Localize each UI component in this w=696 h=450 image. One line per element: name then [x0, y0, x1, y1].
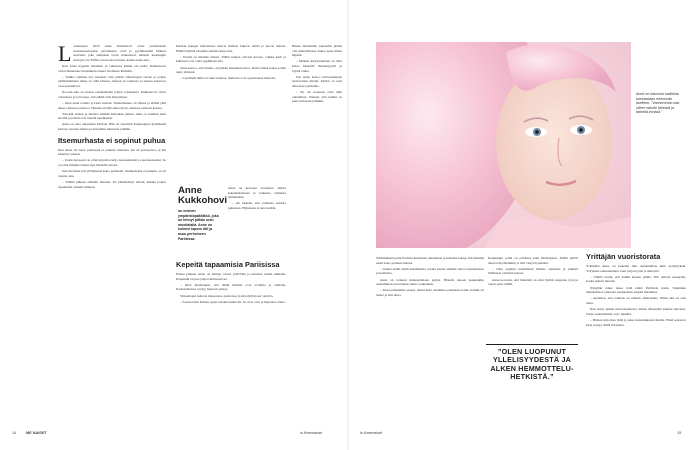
- body-paragraph: Anne on kertonut avoimesti omista kokemuksistaan ja vaikeista vaiheista elämässään.: [228, 186, 286, 200]
- lead-paragraph: L okakuussa 2020 Anne Kukkohovi avasi pariisilaisen kattohuoneistonsa parvekkeen oven ja pyyhkiessään hiukset kuivaksi, joka aamuisen tavan mukaisesti, kurkisti kaupungin kattojen yli. Eiffel-torni kohosi tutusti, kaunis kuin aina.: [58, 41, 166, 66]
- footer-url-right: is.fi/menaiset: [360, 431, 383, 435]
- profile-bio: on entinen ympäristöpäällikkö, joka on tehnyt pitkän uran muotialalla. Anne on kolmen lapsen äiti ja asuu perheineen Pariisissa.: [178, 209, 219, 241]
- body-paragraph: Korona-aika on tuonut ranskalaisille paljon rajoituksia. Kukkohovit olivat odottaneet ja toivoneet, että elämä olisi helpompaa.: [58, 90, 166, 99]
- body-paragraph: – Lapsilleni tämä on suuri muutos, mutta he ovat sopeutuneet hienosti.: [180, 76, 276, 81]
- pullquote-rule-top: [486, 344, 578, 345]
- body-paragraph: Kun Anne puhuu tulevaisuudesta, hänen äänessään kuuluu innostus. Uusia suunnitelmia on jo tekeillä.: [586, 307, 686, 316]
- body-paragraph: Anne kertoo, että muutto oli pitkän harkinnan tulos. Perhe halusi kokea jotain uutta yhdessä.: [176, 65, 286, 75]
- page-number-left: 14: [12, 431, 17, 435]
- body-paragraph: Nyt Anne katsoo tulevaisuuteen luottavaisin mielin. Pariisi on uusi alku koko perheelle.: [292, 74, 342, 88]
- pull-quote: ”OLEN LUOPUNUT YLLELISYYDESTÄ JA ALKEN HEMMOTTELU-HETKISTÄ.”: [490, 347, 574, 382]
- body-paragraph: – Tämän jälkeen elämäni muuttui. En ymmärtänyt silloin, kuinka paljon tapahtuma vaikutti minuun.: [58, 180, 166, 189]
- section-heading: Itsemurhasta ei sopinut puhua: [58, 135, 166, 145]
- column-6: [586, 248, 686, 329]
- body-paragraph: – Välillä tuntui, että kaikki kaatuu päälle. Silti jatkoin eteenpäin, koska uskoin ideaani.: [586, 274, 686, 284]
- body-paragraph: Nykyään Anne tekee töitä etänä Pariisista käsin. Tekniikka mahdollistaa yhteydet asiakkaisiin ympäri maailmaa.: [586, 285, 686, 295]
- body-paragraph: – Olen huomannut, että täällä ihmiset ovat avoimia ja uteliaita. Keskusteluissa syntyy helposti yhteys.: [176, 282, 286, 292]
- column-2-lower: [176, 256, 286, 306]
- body-paragraph: – Olen oppinut nauttimaan hitaista aamuista ja pitkistä illallisista ystävien kanssa.: [488, 266, 578, 276]
- body-paragraph: – Olen ainut todella syvissä vesissä. Tunnelmanne oli illassa ja elämä yhtä aikaa vaikeaa ja hienoa. Halusin viettää aikaa myös rauhassa perheen kanssa.: [58, 100, 166, 110]
- column-2: [176, 44, 286, 83]
- section-heading: Yrittäjän vuoristorata: [586, 252, 661, 261]
- photo-caption: Anne on kalunnut kaikkista tuleviastaan enemmän itselleen. ”Vanhemmat ovat olleet minulle läheisiä ja tärkeitä ihmisiä.”: [636, 92, 680, 115]
- body-paragraph: – Ajattelen, että rohkeus on tärkein ominaisuus. Ilman sitä en olisi tässä.: [586, 296, 686, 305]
- column-5: [488, 256, 578, 288]
- column-4: [376, 256, 484, 299]
- body-paragraph: – Aluksi ehdin tehdä tutkimuksia, joiden kautta saimme tietoa asuinalueista ja kouluista.: [376, 266, 484, 276]
- body-paragraph: – Kun perheemme saapui, tuntui kuin olisimme palanneet kotiin. Kaikki oli tuttua ja silti uutta.: [376, 288, 484, 297]
- body-paragraph: Kun Anne oli lapsi, perheessä ei puhuttu tunteista. Isä oli poissaoleva ja äiti keskittyi arkeen.: [58, 147, 166, 157]
- profile-name: Anne Kukkohovi: [178, 185, 228, 206]
- magazine-name: ME NAISET: [26, 431, 47, 435]
- body-paragraph: Hänen mielestään jokaisella pitäisi olla mahdollisuus hakea apua ilman häpeää.: [292, 44, 342, 58]
- body-paragraph: – En ole koskaan ollut näin onnellinen. Tunnen, että kaikki on juuri niin kuin pitääkin.: [292, 90, 342, 104]
- body-paragraph: Ennen jälkeen Anne on ehtinyt tavata ystäviään ja tutustua uusiin ihmisiin. Kaupunki tarjoaa paljon kiinnostavaa.: [176, 272, 286, 281]
- body-paragraph: Pariisin katujen kahviloissa istuvat ihmiset lukevat lehtiä ja juovat kahvia. Elämä näyttää ulospäin samalta kuin aina.: [176, 44, 286, 53]
- body-paragraph: Ylimmäisinä pidin Pariisin keskustan tunnelmaa ja kauniita katuja. Kävelimme usein koko perheen kanssa.: [376, 256, 484, 265]
- portrait-image: [376, 42, 631, 248]
- body-paragraph: Anne on tottunut matkustamaan paljon. Hänelle uuteen kaupunkiin asettuminen ei tuottanut suuria vaikeuksia.: [376, 277, 484, 287]
- profile-box: [178, 185, 228, 241]
- body-paragraph: – Vaikka olemme nyt asunneet vain pitkän viikonlopun verran ja paljon päällemmäinen tunne on ollut kiireen. Arkeen on totuttava ja uuteen asuntoon on sopeuduttava.: [58, 74, 166, 88]
- section-heading: Kepeitä tapaamisia Pariisissa: [176, 260, 280, 269]
- footer-url-left: is.fi/menaiset: [300, 431, 323, 435]
- body-paragraph: – On tärkeää, että vaikeista asioista puhutaan. Hiljaisuus ei auta ketään.: [228, 201, 286, 210]
- body-paragraph: – Seuraavaksi haluan oppia ranskaa kunnolla. Se avaa ovia ja helpottaa arkea.: [180, 299, 286, 304]
- body-paragraph: Viikonloput kuluvat museoissa, puistoissa ja kävelyillä joen varrella.: [180, 293, 274, 298]
- body-paragraph: Yrittäjänä Anne on kokenut niin onnistumisia kuin pettymyksiä. Yrityksen rakentaminen vaati paljon työtä ja sitkeyttä.: [586, 264, 686, 273]
- body-paragraph: – Minulle kirjoittaminen on ollut keino käsitellä menneisyyttä ja löytää rauha.: [292, 59, 342, 73]
- body-paragraph: Kaupungin rytmi on erilainen kuin Helsingissä. Täällä päivät alkavat myöhemmin ja illat venyvät pitkiksi.: [488, 256, 578, 265]
- column-3: [292, 44, 342, 106]
- drop-cap: L: [58, 41, 72, 66]
- body-paragraph: Anne on aina rakastanut Pariisia. Hän on vieraillut kaupungissa kymmeniä kertoja vuosien aikana ja haaveillut muutosta pitkään.: [58, 122, 166, 132]
- portrait-photo: [376, 42, 631, 248]
- body-paragraph: Isän kuolema tuli yllätyksenä koko perheelle. Itsemurhasta ei puhuttu, se oli vaiettu asia.: [58, 169, 166, 178]
- body-paragraph: – Haluan kirjoittaa lisää ja jakaa kokemuksiani muille. Ehkä seuraava kirja syntyy täällä Pariisissa.: [586, 317, 686, 327]
- column-2-side: [228, 186, 286, 212]
- column-1: [58, 41, 166, 191]
- page-gutter: [347, 0, 349, 450]
- body-paragraph: – Pariisi on minulle tärkeä. Täällä tunnen olevani kotona, vaikka kieli ja kulttuuri ovat vielä oppimisen alla.: [176, 54, 286, 64]
- body-paragraph: Yhteistä Annen ja miehen elämää kuitenkin jatkuu. Aika on kulunut kuin siivillä ja päivät ovat täynnä tapahtumia.: [58, 111, 166, 121]
- body-paragraph: Kun Anne hyppäsi hahlehan ja vaiheessa kaikki oli toisin: Kukkohovit olivat muuttaneet heinäkuun alussa Suomesta Pariisiin.: [58, 63, 166, 73]
- body-paragraph: Anne korostaa, että tärkeintä on ollut löytää tasapaino työn ja vapaa-ajan välillä.: [488, 277, 578, 287]
- page-number-right: 15: [677, 431, 682, 435]
- body-paragraph: – Uusin haaveeni on ollut kirjoittaa kirja lapsuudestani ja nuoruudestani. Se on ollut minulle tärkeä tapa käsitellä asioita.: [58, 158, 166, 168]
